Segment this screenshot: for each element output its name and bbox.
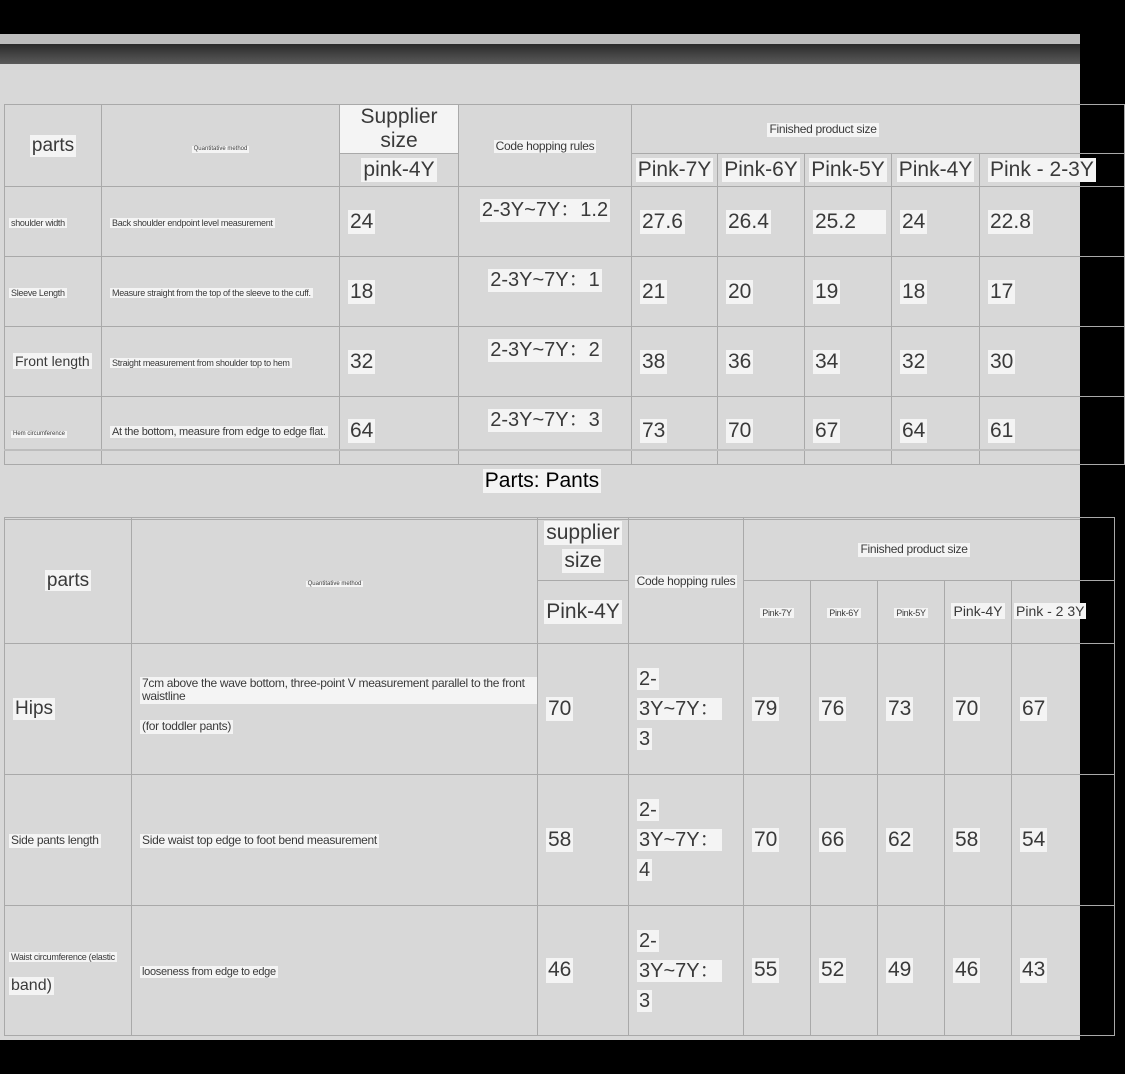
size-header-cell [718,154,805,187]
size-value: 54 [1022,827,1046,851]
rule-text: 2-3Y~7Y：1 [490,269,600,292]
code-hopping-header: Code hopping rules [495,138,595,153]
supplier-size-value: pink-4Y [363,158,435,182]
rule-cell [629,775,744,906]
top-gray-band [0,34,1080,44]
table-row [5,257,1125,327]
size-value: 52 [821,958,845,982]
supplier-size-header: supplier [546,521,620,544]
size-value: 55 [754,958,778,982]
size-value: 79 [754,696,778,720]
size-header: Pink-5Y [811,158,885,182]
size-header: Pink-4Y [953,603,1003,619]
code-hopping-header-cell [629,518,744,644]
rule-text: 2- 3Y~7Y： 3 [639,668,720,750]
finished-size-header: Finished product size [769,122,877,137]
rule-text: 2-3Y~7Y：1.2 [481,199,609,222]
value-cell [892,327,980,397]
part-cell [5,906,132,1036]
supplier-value: 58 [548,827,572,851]
value-cell [1012,906,1115,1036]
value-cell [945,775,1012,906]
size-value: 27.6 [642,209,683,233]
size-value: 70 [955,696,979,720]
method-cell [132,906,538,1036]
size-value: 49 [888,958,912,982]
supplier-value: 64 [350,418,374,442]
parts-header: parts [46,569,90,591]
size-value: 38 [642,349,666,373]
size-value: 30 [990,349,1014,373]
supplier-size-header: size [564,549,602,572]
supplier-cell [538,644,629,775]
value-cell [718,327,805,397]
value-cell [805,187,892,257]
supplier-cell [538,906,629,1036]
rule-cell [459,327,632,397]
method-header-cell [132,518,538,644]
supplier-size-value-cell [340,154,459,187]
value-cell [892,187,980,257]
size-header-cell [892,154,980,187]
supplier-size-value: Pink-4Y [546,599,620,623]
table-row [5,327,1125,397]
size-value: 73 [888,696,912,720]
size-header: Pink-5Y [896,608,926,618]
rule-cell [629,906,744,1036]
rule-cell [459,257,632,327]
method-cell [102,327,340,397]
value-cell [718,187,805,257]
size-header: Pink-4Y [898,158,973,182]
table-row [5,187,1125,257]
size-header-cell [980,154,1125,187]
part-cell [5,187,102,257]
value-cell [980,257,1125,327]
size-header: Pink-7Y [762,608,792,618]
size-value: 58 [955,827,979,851]
part-cell [5,257,102,327]
size-value: 24 [902,209,926,233]
supplier-value: 18 [350,279,374,303]
supplier-size-header-cell [538,518,629,581]
value-cell [945,644,1012,775]
parts-header-cell [5,518,132,644]
part-label: Side pants length [11,833,99,847]
size-value: 46 [955,958,979,982]
value-cell [632,327,718,397]
top-dark-band [0,44,1080,64]
supplier-size-header-cell [340,105,459,154]
table-row [5,644,1115,775]
value-cell [805,327,892,397]
part-label: band) [11,976,52,994]
value-cell [945,906,1012,1036]
size-header-cell [805,154,892,187]
size-value: 73 [642,418,666,442]
size-value: 64 [902,418,926,442]
method-text: 7cm above the wave bottom, three-point V measurement parallel to the front waistline [140,677,537,705]
size-value: 20 [728,279,752,303]
pants-section-header [4,449,1080,520]
part-label: shoulder width [11,217,65,228]
method-text: Side waist top edge to foot bend measurement [142,833,377,847]
supplier-cell [538,775,629,906]
value-cell [744,906,811,1036]
bottom-black-bar [0,1040,1080,1074]
value-cell [744,644,811,775]
size-header: Pink - 2-3Y [990,158,1094,182]
size-header: Pink-7Y [637,158,712,182]
value-cell [632,257,718,327]
size-header-cell [1012,581,1115,644]
value-cell [811,644,878,775]
size-value: 32 [902,349,926,373]
part-cell [5,327,102,397]
size-value: 36 [728,349,752,373]
supplier-value: 46 [548,958,572,982]
value-cell [892,257,980,327]
size-value: 26.4 [728,209,769,233]
size-value: 61 [990,418,1014,442]
parts-header: parts [31,134,75,156]
size-value: 67 [815,418,839,442]
part-cell [5,775,132,906]
rule-text: 2-3Y~7Y：2 [490,339,600,362]
value-cell [878,906,945,1036]
size-header-cell [744,581,811,644]
code-hopping-header: Code hopping rules [636,573,736,588]
method-cell [102,257,340,327]
size-value: 34 [815,349,839,373]
finished-size-header-cell [632,105,1125,154]
size-value: 62 [888,827,912,851]
method-text: At the bottom, measure from edge to edge flat. [112,425,326,438]
size-value: 22.8 [990,209,1031,233]
code-hopping-header-cell [459,105,632,187]
method-text: (for toddler pants) [142,719,232,734]
table-row [5,775,1115,906]
size-value: 19 [815,279,839,303]
size-value: 76 [821,696,845,720]
size-header: Pink-6Y [724,158,798,182]
value-cell [878,644,945,775]
supplier-value: 32 [350,349,374,373]
value-cell [811,775,878,906]
value-cell [980,187,1125,257]
size-header: Pink-6Y [829,608,859,618]
method-cell [132,644,538,775]
size-header-cell [945,581,1012,644]
method-text: looseness from edge to edge [142,965,276,978]
value-cell [811,906,878,1036]
size-value: 17 [990,279,1014,303]
supplier-value: 24 [350,209,374,233]
part-label: Hips [15,698,54,720]
size-value: 66 [821,827,845,851]
size-value: 67 [1022,696,1046,720]
table-row [5,906,1115,1036]
value-cell [980,327,1125,397]
method-cell [132,775,538,906]
method-header-cell [102,105,340,187]
value-cell [718,257,805,327]
finished-size-header: Finished product size [860,542,968,556]
supplier-cell [340,257,459,327]
method-text: Back shoulder endpoint level measurement [112,217,273,228]
pants-section-title: Parts: Pants [484,469,600,492]
value-cell [878,775,945,906]
top-black-bar [0,0,1080,34]
value-cell [1012,644,1115,775]
supplier-cell [340,187,459,257]
size-value: 18 [902,279,926,303]
size-header-cell [811,581,878,644]
size-header: Pink - 2 3Y [1016,603,1085,619]
size-value: 70 [728,418,752,442]
method-cell [102,187,340,257]
method-text: Straight measurement from shoulder top to hem [112,357,290,368]
size-value: 21 [642,279,666,303]
part-label: Hem circumference [13,430,66,437]
size-chart-sheet [0,64,1094,1040]
rule-cell [459,187,632,257]
top-size-table [4,104,1125,465]
size-value: 70 [754,827,778,851]
value-cell [1012,775,1115,906]
rule-text: 2- 3Y~7Y： 4 [639,799,720,881]
method-header: Quantitative method [193,145,248,152]
size-header-cell [878,581,945,644]
supplier-value: 70 [548,696,572,720]
rule-text: 2- 3Y~7Y： 3 [639,929,720,1012]
pants-size-table [4,517,1115,1036]
method-text: Measure straight from the top of the sleeve to the cuff. [112,287,311,298]
rule-cell [629,644,744,775]
size-header-cell [632,154,718,187]
supplier-cell [340,327,459,397]
part-label: Front length [15,352,90,369]
size-value: 25.2 [813,210,886,234]
value-cell [805,257,892,327]
value-cell [632,187,718,257]
part-cell [5,644,132,775]
value-cell [744,775,811,906]
part-label: Sleeve Length [11,287,65,298]
rule-text: 2-3Y~7Y：3 [490,409,600,432]
parts-header-cell [5,105,102,187]
supplier-size-header: Supplier size [340,105,458,153]
finished-size-header-cell [744,518,1115,581]
size-value: 43 [1022,958,1046,982]
part-label: Waist circumference (elastic [11,951,115,962]
supplier-size-value-cell [538,581,629,644]
method-header: Quantitative method [307,580,362,587]
